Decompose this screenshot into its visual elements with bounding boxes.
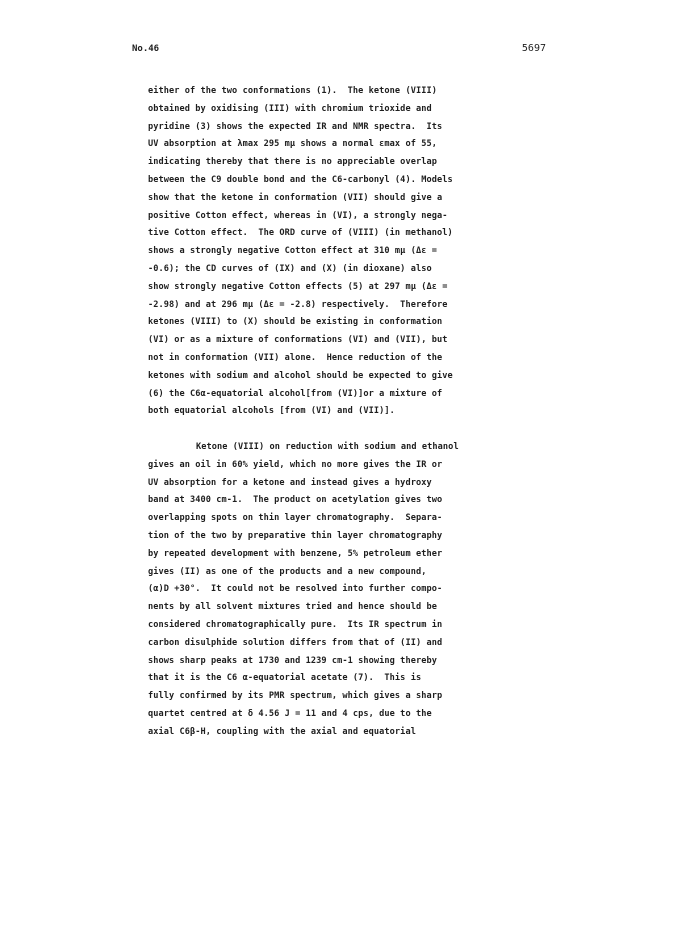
article-body — [148, 83, 548, 741]
text-line: Ketone (VIII) on reduction with sodium and ethanol — [196, 441, 459, 452]
text-line: -0.6); the CD curves of (IX) and (X) (in dioxane) also — [148, 263, 432, 274]
text-line: fully confirmed by its PMR spectrum, which gives a sharp — [148, 691, 443, 702]
text-line: (VI) or as a mixture of conformations (VI) and (VII), but — [148, 335, 448, 346]
paragraph-gap — [148, 421, 548, 439]
text-line: ketones (VIII) to (X) should be existing in conformation — [148, 317, 443, 328]
text-line: ketones with sodium and alcohol should be expected to give — [148, 370, 453, 381]
text-line: UV absorption for a ketone and instead gives a hydroxy — [148, 477, 432, 488]
text-line: indicating thereby that there is no appreciable overlap — [148, 157, 437, 168]
text-line: not in conformation (VII) alone. Hence reduction of the — [148, 352, 443, 363]
text-line: nents by all solvent mixtures tried and hence should be — [148, 602, 437, 613]
text-line: carbon disulphide solution differs from that of (II) and — [148, 637, 443, 648]
text-line: pyridine (3) shows the expected IR and NMR spectra. Its — [148, 121, 443, 132]
text-line: between the C9 double bond and the C6-carbonyl (4). Models — [148, 174, 453, 185]
text-line: -2.98) and at 296 mμ (Δε = -2.8) respectively. Therefore — [148, 299, 448, 310]
text-line: overlapping spots on thin layer chromatography. Separa- — [148, 513, 443, 524]
text-line: (6) the C6α-equatorial alcohol[from (VI)]or a mixture of — [148, 388, 443, 399]
text-line: by repeated development with benzene, 5% petroleum ether — [148, 548, 443, 559]
text-line: show that the ketone in conformation (VII) should give a — [148, 192, 443, 203]
text-line: either of the two conformations (1). The ketone (VIII) — [148, 86, 437, 96]
text-line: both equatorial alcohols [from (VI) and (VII)]. — [148, 406, 395, 417]
text-line: show strongly negative Cotton effects (5) at 297 mμ (Δε = — [148, 281, 448, 292]
paragraph-reduction — [148, 439, 548, 742]
text-line: band at 3400 cm-1. The product on acetylation gives two — [148, 495, 443, 506]
text-line: that it is the C6 α-equatorial acetate (7). This is — [148, 673, 422, 684]
text-line: axial C6β-H, coupling with the axial and equatorial — [148, 726, 416, 737]
text-line: gives an oil in 60% yield, which no more gives the IR or — [148, 459, 443, 470]
text-line: UV absorption at λmax 295 mμ shows a normal εmax of 55, — [148, 139, 437, 150]
text-line: shows a strongly negative Cotton effect at 310 mμ (Δε = — [148, 246, 437, 257]
text-line: quartet centred at δ 4.56 J = 11 and 4 cps, due to the — [148, 708, 432, 719]
text-line: tive Cotton effect. The ORD curve of (VIII) (in methanol) — [148, 228, 453, 239]
journal-number: No.46 — [132, 44, 160, 54]
text-line: obtained by oxidising (III) with chromium trioxide and — [148, 103, 432, 114]
text-line: gives (II) as one of the products and a new compound, — [148, 566, 427, 577]
page-number: 5697 — [521, 43, 546, 54]
running-header — [132, 42, 546, 56]
paragraph-conformations — [148, 83, 548, 421]
text-line: considered chromatographically pure. Its IR spectrum in — [148, 619, 443, 630]
text-line: positive Cotton effect, whereas in (VI), a strongly nega- — [148, 210, 448, 221]
text-line: shows sharp peaks at 1730 and 1239 cm-1 showing thereby — [148, 655, 437, 666]
text-line: (α)D +30°. It could not be resolved into further compo- — [148, 584, 443, 595]
text-line: tion of the two by preparative thin layer chromatography — [148, 530, 443, 541]
